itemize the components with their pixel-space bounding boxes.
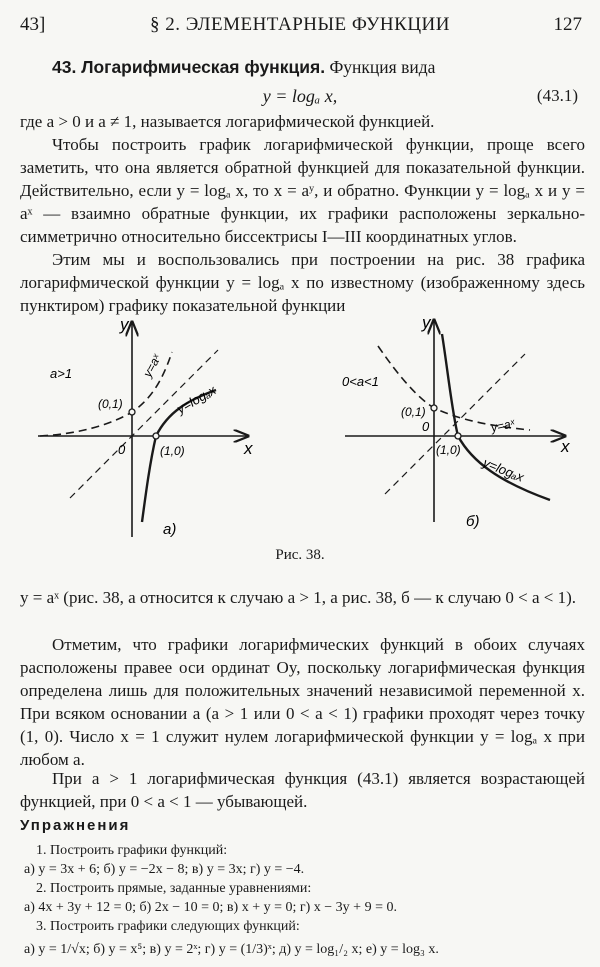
exercise-line (24, 841, 594, 959)
y-axis-label: y (120, 315, 129, 334)
page-number: 127 (553, 14, 582, 35)
point-0-1-label: (0,1) (401, 405, 426, 419)
exercise-item: 1. Построить графики функций: (36, 843, 228, 858)
origin-label: 0 (422, 419, 430, 434)
point-0-1 (129, 409, 135, 415)
section-title-bold: 43. Логарифмическая функция. (52, 57, 326, 77)
figure-panel-a (38, 315, 253, 538)
exercise-item: а) 4x + 3y + 12 = 0; б) 2x − 10 = 0; в) x + y = 0; г) x − 3y + 9 = 0. (24, 900, 397, 915)
point-0-1 (431, 405, 437, 411)
x-axis-label: x (561, 437, 570, 456)
point-1-0 (455, 433, 461, 439)
paragraph-5: При a > 1 логарифмическая функция (43.1) является возрастающей функцией, при 0 < a < 1 — убывающей. (20, 769, 585, 811)
logarithm-curve-label: y=logₐx (174, 382, 219, 417)
point-1-0 (153, 433, 159, 439)
figure-38 (20, 312, 585, 544)
x-axis-label: x (244, 439, 253, 458)
exponential-curve-label: y=aˣ (489, 416, 516, 435)
figure-caption: Рис. 38. (275, 547, 325, 563)
point-1-0-label: (1,0) (160, 444, 185, 458)
section-title (52, 57, 435, 78)
point-1-0-label: (1,0) (436, 443, 461, 457)
paragraph-4: Отметим, что графики логарифмических функций в обоих случаях расположены правее оси ординат Oy, поскольку логарифмическая функция определена лишь для положительных значений независимой переменной x. При всяком основании a (a > 1 или 0 < a < 1) графики проходят через точку (1, 0). Число x = 1 служит нулем логарифмической функции y = logₐ x при любом a. (20, 635, 585, 769)
section-title-rest: Функция вида (325, 57, 436, 77)
exponential-curve-label: y=aˣ (140, 351, 164, 380)
paragraph-3: y = aˣ (рис. 38, а относится к случаю a > 1, а рис. 38, б — к случаю 0 < a < 1). (20, 588, 577, 607)
panel-label-a: а) (163, 521, 177, 538)
formula-number: (43.1) (536, 86, 578, 105)
condition-label: 0<a<1 (342, 374, 379, 389)
y-axis-label: y (422, 313, 431, 332)
exercise-item: 3. Построить графики следующих функций: (36, 919, 300, 934)
formula-43-1: y = logₐ x, (262, 86, 338, 106)
exercises-title: Упражнения (20, 817, 131, 834)
definition-paragraph: где a > 0 и a ≠ 1, называется логарифмической функцией. (20, 112, 435, 131)
figure-panel-b (342, 313, 570, 530)
condition-label: a>1 (50, 366, 73, 381)
paragraph-1: Чтобы построить график логарифмической функции, проще всего заметить, что она является обратной функцией для показательной функции. Действительно, если y = logₐ x, то x = aʸ, и обратно. Функции y = logₐ x и y = aˣ — взаимно обратные функции, их графики расположены зеркально-симметрично относительно биссектрисы I—III координатных углов. (20, 135, 585, 246)
origin-label: 0 (118, 442, 126, 457)
point-0-1-label: (0,1) (98, 397, 123, 411)
page-header-section-number: 43] (20, 14, 46, 35)
exercise-item: а) y = 3x + 6; б) y = −2x − 8; в) y = 3x; г) y = −4. (24, 862, 305, 877)
paragraph-2: Этим мы и воспользовались при построении на рис. 38 графика логарифмической функции y = logₐ x по известному (изображенному здесь пунктиром) графику показательной функции (20, 250, 585, 315)
panel-label-b: б) (466, 513, 480, 530)
logarithm-curve-label: y=logₐx (480, 454, 527, 485)
exercise-item: а) y = 1/√x; б) y = x⁵; в) y = 2ˣ; г) y = (1/3)ˣ; д) y = log₁/₂ x; е) y = log₃ x. (24, 942, 439, 957)
page-header-chapter: § 2. ЭЛЕМЕНТАРНЫЕ ФУНКЦИИ (150, 14, 450, 35)
exercise-item: 2. Построить прямые, заданные уравнениями: (36, 881, 312, 896)
